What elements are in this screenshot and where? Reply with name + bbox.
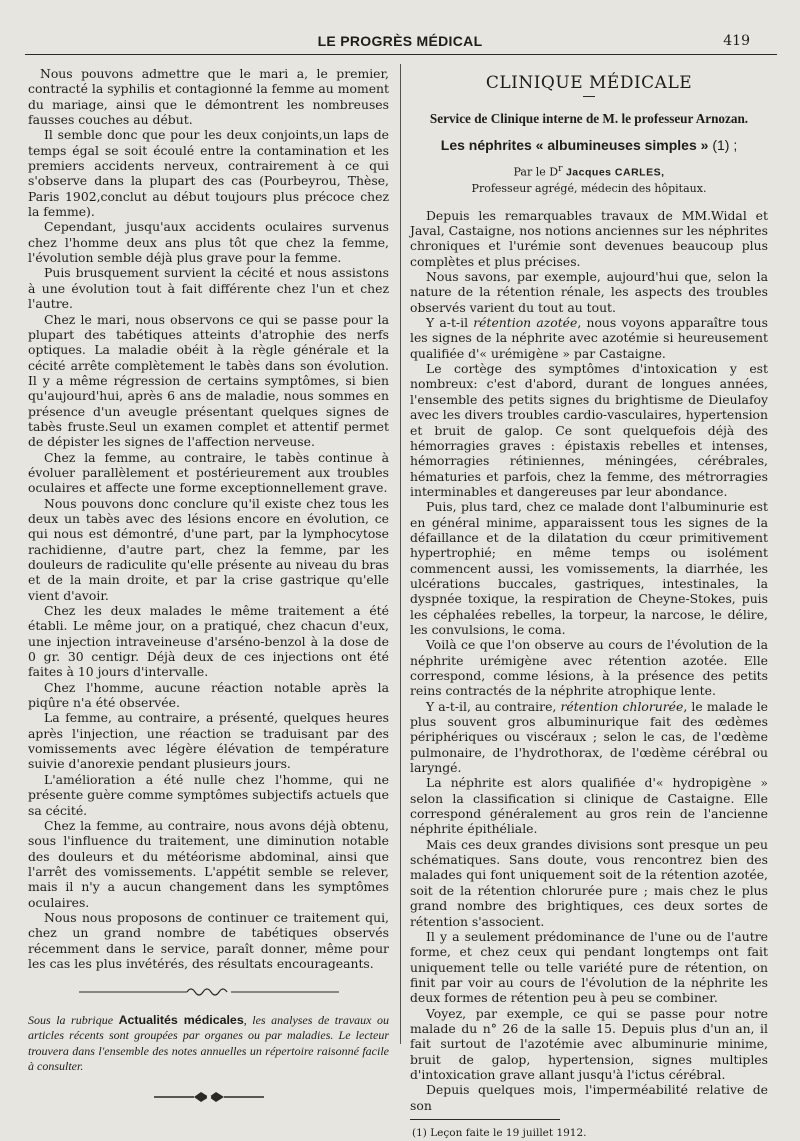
- paragraph: Chez la femme, au contraire, nous avons déjà obtenu, sous l'influence du traitement, une diminution notable des douleurs et du météorisme abdominal, ainsi que l'arrêt des vomissements. L'appétit semble se relever, mais il n'y a aucun changement dans les symptômes oculaires.: [28, 817, 389, 910]
- paragraph: Puis brusquement survient la cécité et nous assistons à une évolution tout à fait différente chez l'un et chez l'autre.: [28, 265, 389, 312]
- rubric-notice: Sous la rubrique Actualités médicales, les analyses de travaux ou articles récents sont groupées par organes ou par maladies. Le lecteur trouvera dans l'ensemble des notes annuelles un répertoire raisonné facile à consulter.: [28, 1013, 389, 1073]
- page-number: 419: [723, 33, 750, 49]
- paragraph: Mais ces deux grandes divisions sont presque un peu schématiques. Sans doute, vous rencontrez bien des malades qui font uniquement soit de la rétention azotée, soit de la rétention chlorurée pure ; mais chez le plus grand nombre des brightiques, ces deux sortes de rétention s'associent.: [410, 836, 768, 929]
- running-head: [0, 30, 800, 56]
- paragraph: La femme, au contraire, a présenté, quelques heures après l'injection, une réaction se traduisant par des vomissements avec légère élévation de température suivie d'anorexie pendant plusieurs jours.: [28, 710, 389, 772]
- right-column: [410, 66, 768, 1141]
- author-name: Jacques CARLES,: [565, 166, 665, 179]
- paragraph: Il y a seulement prédominance de l'une ou de l'autre forme, et chez ceux qui pendant longtemps ont fait uniquement telle ou telle variété pure de rétention, on finit par voir au cours de l'évolution de la néphrite les deux formes de rétention peu à peu se combiner.: [410, 928, 768, 1006]
- section-title: CLINIQUE MÉDICALE: [485, 73, 693, 93]
- header-rule: [25, 54, 777, 55]
- paragraph: Chez l'homme, aucune réaction notable après la piqûre n'a été observée.: [28, 679, 389, 711]
- paragraph: Nous savons, par exemple, aujourd'hui que, selon la nature de la rétention rénale, les aspects des troubles observés varient du tout au tout.: [410, 269, 768, 315]
- paragraph: Chez les deux malades le même traitement a été établi. Le même jour, on a pratiqué, chez chacun d'eux, une injection intraveineuse d'arséno-benzol à la dose de 0 gr. 30 centigr. Déjà deux de ces injections ont été faites à 10 jours d'intervalle.: [28, 603, 389, 680]
- paragraph: Chez le mari, nous observons ce qui se passe pour la plupart des tabétiques atteints d'atrophie des nerfs optiques. La maladie obéit à la règle générale et la cécité arrête complètement le tabès dans son évolution. Il y a même régression de certains symptômes, si bien qu'aujourd'hui, après 6 ans de maladie, nous sommes en présence d'un aveugle présentant quelques signes de tabès fruste.Seul un examen complet et attentif permet de dépister les signes de l'affection nerveuse.: [28, 311, 389, 450]
- article-title: Les néphrites « albumineuses simples » (1) ;: [440, 136, 738, 153]
- paragraph: Depuis quelques mois, l'imperméabilité relative de son: [410, 1082, 768, 1113]
- paragraph: Le cortège des symptômes d'intoxication y est nombreux: c'est d'abord, durant de longues années, l'ensemble des petits signes du brightisme de Dieulafoy avec les divers troubles cardio-vasculaires, hypertension et bruit de galop. Ce sont quelquefois déjà des hémorragies graves : épistaxis rebelles et intenses, hémorragies rétiniennes, méningées, cérébrales, hématuries et parfois, chez la femme, des métrorragies interminables et dangereuses par leur abondance.: [410, 361, 768, 499]
- column-divider: [400, 64, 401, 1044]
- author-block: Par le $D^r$ Jacques CARLES, Professeur agrégé, médecin des hôpitaux.: [471, 163, 707, 195]
- paragraph: Puis, plus tard, chez ce malade dont l'albuminurie est en général minime, apparaissent tous les signes de la défaillance et de la dilatation du cœur primitivement hypertrophié; en même temps ou isolément commencent aussi, les vomissements, la diarrhée, les ulcérations buccales, gastriques, intestinales, la dyspnée toxique, la respiration de Cheyne-Stokes, puis les céphalées rebelles, la torpeur, la narcose, le délire, les convulsions, le coma.: [410, 499, 768, 637]
- paragraph: Chez la femme, au contraire, le tabès continue à évoluer parallèlement et postérieurement aux troubles oculaires et affecte une forme exceptionnellement grave.: [28, 449, 389, 496]
- paragraph: Y a-t-il rétention azotée, nous voyons apparaître tous les signes de la néphrite avec azotémie si heureusement qualifiée d'« urémigène » par Castaigne.: [410, 315, 768, 361]
- paragraph: Y a-t-il, au contraire, rétention chlorurée, le malade le plus souvent gros albuminurique fait des œdèmes périphériques ou viscéraux ; selon le cas, de l'œdème pulmonaire, de l'hydrothorax, de l'œdème cérébral ou laryngé.: [410, 698, 769, 776]
- wave-separator-ornament: [79, 985, 339, 999]
- paragraph: Depuis les remarquables travaux de MM.Widal et Javal, Castaigne, nos notions anciennes sur les néphrites chroniques et l'urémie sont devenues beaucoup plus complètes et plus précises.: [410, 207, 768, 269]
- journal-title: LE PROGRÈS MÉDICAL: [317, 33, 483, 49]
- footnote-reference: (1) ;: [712, 136, 738, 153]
- paragraph: Nous pouvons donc conclure qu'il existe chez tous les deux un tabès avec des lésions encore en évolution, ce qui nous est démontré, d'une part, par la lymphocytose rachidienne, d'autre part, chez la femme, par les douleurs de radiculite qu'elle présente au niveau du bras et de la main droite, et par la crise gastrique qu'elle vient d'avoir.: [28, 495, 389, 603]
- footnote: (1) Leçon faite le 19 juillet 1912.: [412, 1126, 587, 1139]
- paragraph: Nous nous proposons de continuer ce traitement qui, chez un grand nombre de tabétiques observés récemment dans le service, paraît donner, même pour les cas les plus invétérés, des résultats encourageants.: [28, 909, 389, 971]
- paragraph: Voyez, par exemple, ce qui se passe pour notre malade du n° 26 de la salle 15. Depuis plus d'un an, il fait surtout de l'azotémie avec albuminurie minime, bruit de galop, hypertension, signes multiples d'intoxication grave allant jusqu'à l'ictus cérébral.: [410, 1005, 768, 1082]
- paragraph: Voilà ce que l'on observe au cours de l'évolution de la néphrite urémigène avec rétention azotée. Elle correspond, comme lésions, à la présence des petits reins contractés de la néphrite atrophique lente.: [410, 637, 768, 699]
- title-rule: [583, 96, 595, 97]
- left-column: [28, 66, 389, 1104]
- rubric-name: Actualités médicales: [118, 1013, 244, 1028]
- paragraph: Nous pouvons admettre que le mari a, le premier, contracté la syphilis et contagionné la femme au moment du mariage, ainsi que le démontrent les nombreuses fausses couches au début.: [28, 66, 389, 128]
- paragraph: La néphrite est alors qualifiée d'« hydropigène » selon la classification si clinique de Castaigne. Elle correspond généralement au gros rein de l'ancienne néphrite épithéliale.: [410, 775, 768, 837]
- service-line: Service de Clinique interne de M. le professeur Arnozan.: [429, 111, 749, 127]
- paragraph: Il semble donc que pour les deux conjoints,un laps de temps égal se soit écoulé entre la contamination et les premiers accidents nerveux, contrairement à ce qui s'observe dans la plupart des cas (Pourbeyrou, Thèse, Paris 1902,conclut au début toujours plus précoce chez la femme).: [28, 127, 389, 220]
- fleuron-ornament: [154, 1090, 264, 1104]
- paragraph: L'amélioration a été nulle chez l'homme, qui ne présente guère comme symptômes subjectifs actuels que sa cécité.: [28, 771, 389, 818]
- author-title: Professeur agrégé, médecin des hôpitaux.: [471, 181, 707, 195]
- footnote-rule: [410, 1119, 560, 1120]
- paragraph: Cependant, jusqu'aux accidents oculaires survenus chez l'homme deux ans plus tôt que chez la femme, l'évolution semble déjà plus grave pour la femme.: [28, 219, 389, 266]
